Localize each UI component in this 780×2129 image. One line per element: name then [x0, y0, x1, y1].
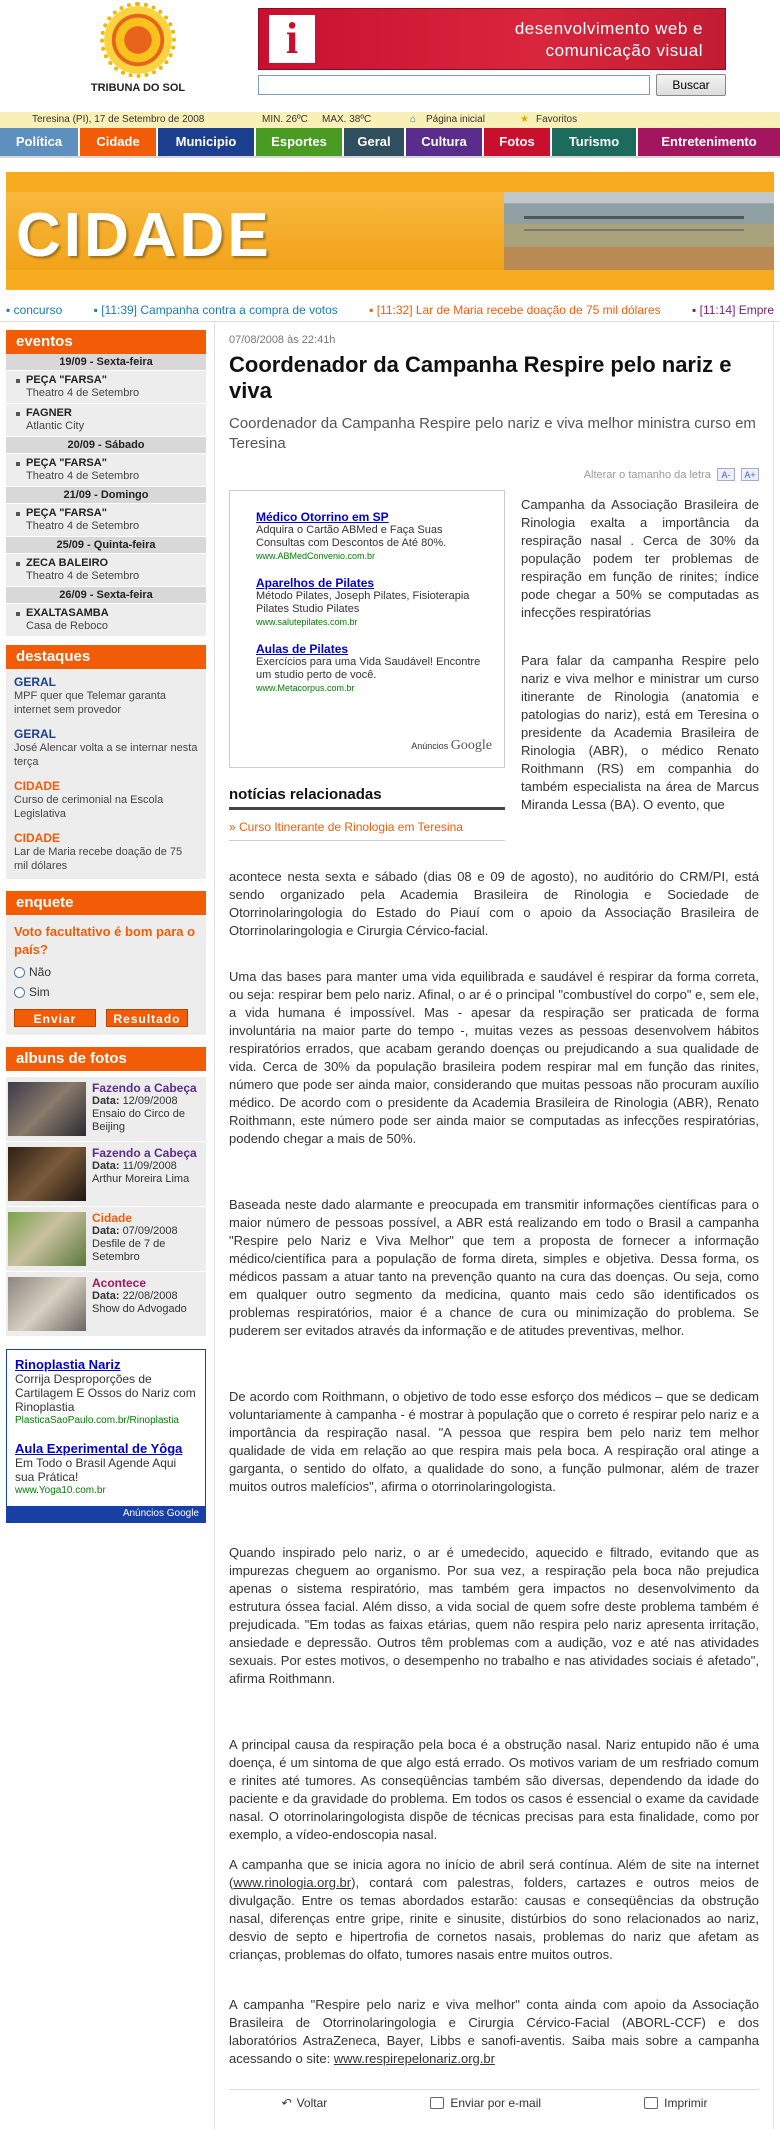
album-thumbnail[interactable]	[8, 1082, 86, 1136]
eventos-list	[6, 354, 206, 637]
article-paragraph: Quando inspirado pelo nariz, o ar é umedecido, aquecido e filtrado, evitando que as impurezas cheguem ao organismo. Por sua vez, a respiração pela boca não prejudica apenas o sistema respiratório, mas também gera impactos no desenvolvimento da estrutura óssea facial. Além disso, a vida social de quem sofre deste problema também é prejudicada. "Em todas as faixas etárias, quem não respira pelo nariz apresenta irritação, ansiedade e depressão. Outros têm problemas com a audição, voz e até nas atividades sexuais. Por estes motivos, o desempenho no trabalho e nas atividades sociais é afetado", afirma Roithmann.	[229, 1545, 759, 1686]
destaque-item[interactable]	[14, 779, 198, 821]
banner-line-1: desenvolvimento web e	[514, 19, 703, 38]
related-news-item[interactable]: » Curso Itinerante de Rinologia em Teresina	[229, 820, 505, 841]
sun-logo-icon	[104, 6, 172, 74]
event-title: PEÇA "FARSA"	[26, 507, 107, 519]
destaque-section: GERAL	[14, 675, 56, 689]
font-size-control	[229, 468, 759, 481]
main-content	[214, 322, 774, 2129]
album-description: Show do Advogado	[92, 1303, 187, 1315]
back-arrow-icon: ↶	[280, 2095, 291, 2110]
nav-tab-cidade[interactable]: Cidade	[80, 128, 158, 156]
article-paragraph: Baseada neste dado alarmante e preocupada em transmitir informações científicas para o maior número de pessoas possível, a ABR está realizando em todo o Brasil a campanha "Respire pelo Nariz e Viva Melhor" que tem a proposta de fornecer a informação médico/científica para a população de forma direta, simples e objetiva. Dessa forma, os médicos passam a atuar tanto na prevenção quanto na cura das doenças. Ou seja, como em qualquer outro segmento da medicina, quanto mais cedo são identificados os problemas respiratórios, maior é a chance de cura ou minimização do problema. Se puderem ser evitados através da informação e de atitudes preventivas, melhor.	[229, 1197, 759, 1338]
event-venue: Theatro 4 de Setembro	[26, 387, 140, 399]
event-title: PEÇA "FARSA"	[26, 374, 107, 386]
text-run: ), contará com palestras, folders, cartazes e outros meios de divulgação. Entre os temas abordados estarão: causas e conseqüências da obstrução nasal, diferenças entre gripe, rinite e sinusite, distúrbios do sono relacionados ao nariz, desvio de septo e hipertrofia de cornetos nasais, problemas do nariz que afetam as crianças, problemas do olfato, tumores nasais entre muitos outros.	[229, 1875, 759, 1962]
event-item[interactable]	[6, 604, 206, 637]
sidebar	[6, 330, 206, 1660]
ad-headline[interactable]: Aulas de Pilates	[256, 642, 349, 656]
album-description: Ensaio do Circo de Beijing	[92, 1108, 185, 1133]
logo-name: TRIBUNA DO SOL	[90, 82, 186, 94]
ads-by-google[interactable]: Anúncios Google	[7, 1506, 205, 1522]
nav-tab-geral[interactable]: Geral	[344, 128, 406, 156]
destaques-box	[6, 645, 206, 879]
event-date: 20/09 - Sábado	[6, 437, 206, 454]
enquete-title: enquete	[6, 891, 206, 915]
info-icon: i	[269, 15, 315, 63]
eventos-box	[6, 330, 206, 637]
album-title[interactable]: Fazendo a Cabeça	[92, 1081, 197, 1095]
nav-tab-entretenimento[interactable]: Entretenimento	[638, 128, 780, 156]
section-banner	[6, 172, 774, 290]
eventos-title: eventos	[6, 330, 206, 354]
article	[229, 334, 759, 2110]
article-ads	[229, 490, 505, 768]
ad-url[interactable]: www.salutepilates.com.br	[256, 617, 358, 627]
event-title: EXALTASAMBA	[26, 607, 109, 619]
article-paragraph: Para falar da campanha Respire pelo nariz e viva melhor e ministrar um curso itinerante de Rinologia (anatomia e patologias do nariz), está em Teresina o presidente da Academia Brasileira de Rinologia (ABR), o médico Renato Roithmann (RS) em companhia do também especialista na área de Marcus Miranda Lessa (BA). O evento, que	[521, 653, 759, 812]
ad-url[interactable]: www.ABMedConvenio.com.br	[256, 551, 376, 561]
ad-headline[interactable]: Aparelhos de Pilates	[256, 576, 375, 590]
destaque-item[interactable]	[14, 675, 198, 717]
article-title: Coordenador da Campanha Respire pelo nariz e viva	[229, 352, 732, 403]
album-title[interactable]: Acontece	[92, 1276, 147, 1290]
section-title: CIDADE	[16, 201, 272, 270]
google-logo: Google	[450, 738, 492, 753]
article-paragraph: Campanha da Associação Brasileira de Rinologia exalta a importância da respiração nasal . Cerca de 30% da população podem ter problemas de respiração em função de rinites; índice pode chegar a 50% se computadas as infecções respiratórias	[521, 497, 759, 620]
nav-tab-cultura[interactable]: Cultura	[406, 128, 484, 156]
home-icon: ⌂	[410, 114, 417, 125]
ad-text: Corrija Desproporções de Cartilagem E Ossos do Nariz com Rinoplastia	[15, 1372, 196, 1414]
album-title[interactable]: Cidade	[92, 1211, 133, 1225]
search-input[interactable]	[258, 75, 650, 95]
event-date: 26/09 - Sexta-feira	[6, 587, 206, 604]
event-item[interactable]	[6, 504, 206, 537]
related-news	[229, 786, 505, 841]
printer-icon	[644, 2097, 658, 2109]
related-news-title: notícias relacionadas	[229, 786, 505, 810]
ad-text: Adquira o Cartão ABMed e Faça Suas Consultas com Descontos de Até 80%.	[256, 524, 447, 549]
destaques-title: destaques	[6, 645, 206, 669]
event-title: PEÇA "FARSA"	[26, 457, 107, 469]
current-date: Teresina (PI), 17 de Setembro de 2008	[32, 114, 205, 125]
poll-question: Voto facultativo é bom para o país?	[14, 924, 196, 957]
event-date: 25/09 - Quinta-feira	[6, 537, 206, 554]
ticker-item[interactable]: ▪ [11:39] Campanha contra a compra de votos	[93, 303, 338, 317]
album-thumbnail[interactable]	[8, 1147, 86, 1201]
ad-url[interactable]: PlasticaSaoPaulo.com.br/Rinoplastia	[15, 1415, 179, 1426]
ad-headline[interactable]: Médico Otorrino em SP	[256, 510, 389, 524]
site-header	[0, 0, 780, 112]
album-date: Data: 11/09/2008	[92, 1160, 177, 1172]
poll-option-label: Sim	[29, 985, 50, 999]
poll-body	[6, 915, 206, 1035]
ad-text: Exercícios para uma Vida Saudável! Encontre um studio perto de você.	[256, 656, 481, 681]
poll-option-sim[interactable]	[14, 985, 198, 999]
poll-option-nao[interactable]	[14, 965, 198, 979]
nav-tab-esportes[interactable]: Esportes	[256, 128, 344, 156]
article-paragraph: De acordo com Roithmann, o objetivo de todo esse esforço dos médicos – que se dedicam voluntariamente à campanha - é mostrar à população que o correto é respirar pelo nariz e a importância da respiração nasal. "A pessoa que respira bem pelo nariz tem melhor qualidade de vida em relação ao que respira mais pela boca. A respiração oral atinge a garganta, o sentido do olfato, a qualidade do sono, a função pulmonar, além de trazer muitos outros malefícios", afirma o otorrinolaringologista.	[229, 1389, 759, 1494]
destaque-section: GERAL	[14, 727, 56, 741]
email-label: Enviar por e-mail	[450, 2095, 542, 2110]
river-bridge-photo	[504, 192, 774, 270]
enquete-box	[6, 891, 206, 1035]
info-bar	[0, 112, 780, 128]
album-description: Arthur Moreira Lima	[92, 1173, 190, 1185]
album-date: Data: 07/09/2008	[92, 1225, 178, 1237]
campaign-site-link[interactable]: www.respirepelonariz.org.br	[333, 2051, 495, 2066]
ads-by-google[interactable]	[411, 739, 492, 753]
back-button[interactable]	[281, 2096, 328, 2110]
albuns-box	[6, 1047, 206, 1337]
site-logo[interactable]	[80, 6, 196, 98]
rinologia-link[interactable]: www.rinologia.org.br	[233, 1875, 352, 1890]
vote-button[interactable]: Enviar	[14, 1009, 96, 1027]
article-paragraph: Uma das bases para manter uma vida equilibrada e saudável é respirar da forma correta, ou seja: respirar bem pelo nariz. Afinal, o ar é o principal "combustível do corpo" e, sem ele, a vida humana é impossível. Mas - apesar da respiração ser praticada de forma involuntária na maior parte do tempo -, muitas vezes as pessoas desenvolvem hábitos respiratórios errados, que acabam gerando doenças ou prejudicando a sua qualidade de vida. Cerca de 30% da população brasileira podem respirar mal em função das rinites, número que pode ser ainda maior, considerando que muitas pessoas não procuram auxílio médico. De acordo com o presidente da Academia Brasileira de Rinologia (ABR), Renato Roithmann, este número pode ser ainda maior se computadas as infecções respiratórias, podendo chegar a mais de 50%.	[229, 969, 759, 1146]
ticker-item[interactable]: ▪ [11:32] Lar de Maria recebe doação de 75 mil dólares	[369, 303, 661, 317]
event-title: FAGNER	[26, 407, 72, 419]
font-size-label: Alterar o tamanho da letra	[583, 469, 711, 481]
ad-url[interactable]: www.Yoga10.com.br	[15, 1485, 106, 1496]
radio-button[interactable]	[14, 967, 25, 978]
album-date: Data: 22/08/2008	[92, 1290, 178, 1302]
event-venue: Theatro 4 de Setembro	[26, 520, 140, 532]
font-increase-button[interactable]: A+	[741, 468, 759, 481]
text-run: A campanha "Respire pelo nariz e viva melhor" conta ainda com apoio da Associação Brasileira de Otorrinolaringologia e Cirurgia Cérvico-Facial (ABORL-CCF) e dos laboratórios AstraZeneca, Bayer, Libbs e sanofi-aventis. Saiba mais sobre a campanha acessando o site:	[229, 1997, 759, 2066]
event-date: 21/09 - Domingo	[6, 487, 206, 504]
article-date: 07/08/2008 às 22:41h	[229, 334, 336, 346]
article-paragraph: A principal causa da respiração pela boca é a obstrução nasal. Nariz entupido não é uma doença, é um sintoma de que algo está errado. Os motivos variam de um resfriado comum e rinites até tumores. As conseqüências também são diversas, dependendo da idade do paciente e da gravidade do problema. Em todos os casos é essencial o exame da cavidade nasal. O otorrinolaringologista dispõe de técnicas precisas para esta finalidade, como por exemplo, a vídeo-endoscopia nasal.	[229, 1737, 759, 1842]
album-item[interactable]	[6, 1077, 206, 1142]
ticker-item[interactable]: ▪ [11:14] Empre	[692, 303, 775, 317]
search-button[interactable]: Buscar	[656, 74, 726, 96]
album-item[interactable]	[6, 1207, 206, 1272]
nav-tab-fotos[interactable]: Fotos	[484, 128, 552, 156]
event-venue: Casa de Reboco	[26, 620, 108, 632]
ad-text: Em Todo o Brasil Agende Aqui sua Prática!	[15, 1456, 177, 1484]
destaque-section: CIDADE	[14, 831, 61, 845]
ad-headline[interactable]: Rinoplastia Nariz	[15, 1357, 121, 1372]
temp-max: MAX. 38ºC	[322, 114, 372, 125]
ad-text: Método Pilates, Joseph Pilates, Fisioterapia Pilates Studio Pilates	[256, 590, 470, 615]
nav-tab-municipio[interactable]: Municipio	[158, 128, 256, 156]
article-paragraph: acontece nesta sexta e sábado (dias 08 e 09 de agosto), no auditório do CRM/PI, está sendo organizado pela Academia Brasileira de Rinologia e Sociedade de Otorrinolaringologia do Estado do Piauí com o apoio da Associação Brasileira de Otorrinolaringologia e Cirurgia Cérvico-facial.	[229, 869, 759, 938]
destaque-item[interactable]	[14, 831, 198, 873]
ad-banner[interactable]	[258, 8, 726, 70]
print-button[interactable]	[644, 2096, 707, 2110]
star-icon: ★	[520, 114, 529, 125]
email-icon	[430, 2097, 444, 2109]
destaque-text: Lar de Maria recebe doação de 75 mil dólares	[14, 846, 183, 872]
destaque-item[interactable]	[14, 727, 198, 769]
article-subtitle: Coordenador da Campanha Respire pelo nariz e viva melhor ministra curso em Teresina	[229, 415, 756, 452]
main-nav	[0, 128, 780, 158]
album-title[interactable]: Fazendo a Cabeça	[92, 1146, 197, 1160]
results-button[interactable]: Resultado	[106, 1009, 188, 1027]
albuns-title: albuns de fotos	[6, 1047, 206, 1071]
album-description: Desfile de 7 de Setembro	[92, 1238, 166, 1263]
back-label: Voltar	[296, 2095, 328, 2110]
article-actions	[229, 2089, 759, 2115]
banner-line-2: comunicação visual	[545, 41, 703, 60]
album-list	[6, 1077, 206, 1337]
destaque-text: José Alencar volta a se internar nesta terça	[14, 742, 198, 768]
font-decrease-button[interactable]: A-	[717, 468, 735, 481]
event-venue: Theatro 4 de Setembro	[26, 470, 140, 482]
album-item[interactable]	[6, 1272, 206, 1337]
print-label: Imprimir	[664, 2095, 708, 2110]
temp-min: MIN. 26ºC	[262, 114, 308, 125]
destaque-text: MPF quer que Telemar garanta internet sem provedor	[14, 690, 167, 716]
ticker-item[interactable]: ▪ concurso	[6, 303, 63, 317]
article-paragraph	[229, 1856, 759, 1964]
event-venue: Theatro 4 de Setembro	[26, 570, 140, 582]
nav-tab-politica[interactable]: Política	[0, 128, 80, 156]
email-button[interactable]	[430, 2096, 541, 2110]
event-title: ZECA BALEIRO	[26, 557, 109, 569]
event-item[interactable]	[6, 371, 206, 404]
home-link[interactable]: Página inicial	[426, 114, 485, 125]
google-ads-box	[6, 1349, 206, 1523]
ad-url[interactable]: www.Metacorpus.com.br	[256, 683, 355, 693]
album-item[interactable]	[6, 1142, 206, 1207]
destaques-list	[6, 669, 206, 879]
album-date: Data: 12/09/2008	[92, 1095, 178, 1107]
album-thumbnail[interactable]	[8, 1212, 86, 1266]
radio-button[interactable]	[14, 987, 25, 998]
nav-tab-turismo[interactable]: Turismo	[552, 128, 638, 156]
article-paragraph	[229, 1996, 759, 2068]
event-item[interactable]	[6, 454, 206, 487]
event-item[interactable]	[6, 404, 206, 437]
poll-option-label: Não	[29, 965, 52, 979]
destaque-text: Curso de cerimonial na Escola Legislativa	[14, 794, 164, 820]
event-date: 19/09 - Sexta-feira	[6, 354, 206, 371]
favorites-link[interactable]: Favoritos	[536, 114, 578, 125]
destaque-section: CIDADE	[14, 779, 61, 793]
ad-headline[interactable]: Aula Experimental de Yôga	[15, 1441, 183, 1456]
event-item[interactable]	[6, 554, 206, 587]
ads-label: Anúncios	[411, 741, 449, 751]
news-ticker	[0, 298, 780, 322]
album-thumbnail[interactable]	[8, 1277, 86, 1331]
text-run: A campanha que se inicia agora no início de abril será contínua. Além de site na internet (	[229, 1857, 759, 1890]
event-venue: Atlantic City	[26, 420, 85, 432]
